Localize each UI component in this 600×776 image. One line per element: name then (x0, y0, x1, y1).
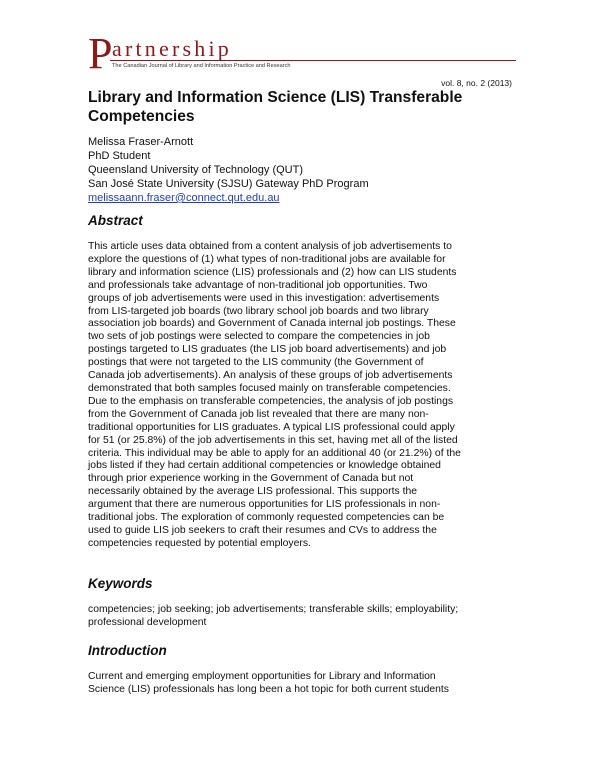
article-title (88, 88, 518, 126)
text-line: Science (LIS) professionals has long been a hot topic for both current students (88, 683, 449, 695)
author-position: PhD Student (88, 150, 151, 162)
text-line: groups of job advertisements were used in this investigation: advertisements (88, 292, 440, 304)
text-line: postings that were not targeted to the LIS community (the Government of (88, 357, 424, 369)
text-line: two sets of job postings were selected to compare the competencies in job (88, 331, 430, 343)
text-line: competencies; job seeking; job advertisements; transferable skills; employability; (88, 604, 459, 615)
journal-logo-name: artnership (112, 36, 232, 61)
text-line: and professionals take advantage of non-traditional job opportunities. Two (88, 279, 428, 291)
journal-logo-initial: P (88, 29, 113, 78)
abstract-text (88, 241, 516, 551)
journal-masthead (88, 29, 516, 78)
author-email-link[interactable]: melissaann.fraser@connect.qut.edu.au (88, 192, 280, 204)
title-line: Competencies (88, 108, 195, 125)
title-line: Library and Information Science (LIS) Transferable (88, 89, 463, 106)
text-line: explore the questions of (1) what types of non-traditional jobs are available for (88, 253, 446, 265)
text-line: used to guide LIS job seekers to craft their resumes and CVs to address the (88, 524, 437, 536)
abstract-heading: Abstract (88, 213, 143, 228)
text-line: competencies requested by potential employers. (88, 537, 311, 549)
author-name: Melissa Fraser-Arnott (88, 136, 194, 148)
text-line: Due to the emphasis on transferable competencies, the analysis of job postings (88, 395, 454, 407)
text-line: traditional jobs. The exploration of commonly requested competencies can be (88, 512, 445, 524)
author-affiliation: Queensland University of Technology (QUT) (88, 164, 304, 176)
text-line: for 51 (or 25.8%) of the job advertisements in this set, having met all of the listed (88, 434, 458, 446)
text-line: jobs listed if they had certain additional competencies or knowledge obtained (88, 460, 441, 472)
keywords-text (88, 604, 516, 630)
author-block (88, 135, 518, 205)
text-line: argument that there are numerous opportunities for LIS professionals in non- (88, 499, 441, 511)
text-line: necessarily obtained by the average LIS professional. This supports the (88, 486, 418, 498)
text-line: Canada job advertisements). An analysis of these groups of job advertisements (88, 370, 453, 382)
text-line: professional development (88, 616, 207, 628)
journal-subtitle: The Canadian Journal of Library and Information Practice and Research (112, 63, 291, 69)
text-line: traditional opportunities for LIS graduates. A typical LIS professional could apply (88, 421, 455, 433)
text-line: association job boards) and Government of Canada internal job postings. These (88, 318, 456, 330)
masthead-rule (110, 60, 516, 61)
text-line: Current and emerging employment opportunities for Library and Information (88, 671, 436, 682)
text-line: from LIS-targeted job boards (two library school job boards and two library (88, 305, 429, 317)
text-line: through prior experience working in the Government of Canada but not (88, 473, 414, 485)
text-line: criteria. This individual may be able to apply for an additional 40 (or 21.2%) of the (88, 447, 461, 459)
text-line: This article uses data obtained from a content analysis of job advertisements to (88, 241, 452, 252)
text-line: library and information science (LIS) professionals and (2) how can LIS students (88, 266, 457, 278)
introduction-text (88, 671, 516, 697)
text-line: from the Government of Canada job list revealed that there are many non- (88, 408, 429, 420)
introduction-heading: Introduction (88, 643, 167, 658)
text-line: demonstrated that both samples focused mainly on transferable competencies. (88, 382, 451, 394)
keywords-heading: Keywords (88, 576, 153, 591)
text-line: postings targeted to LIS graduates (the LIS job board advertisements) and job (88, 344, 447, 356)
author-affiliation: San José State University (SJSU) Gateway PhD Program (88, 178, 369, 190)
volume-issue: vol. 8, no. 2 (2013) (441, 78, 512, 88)
